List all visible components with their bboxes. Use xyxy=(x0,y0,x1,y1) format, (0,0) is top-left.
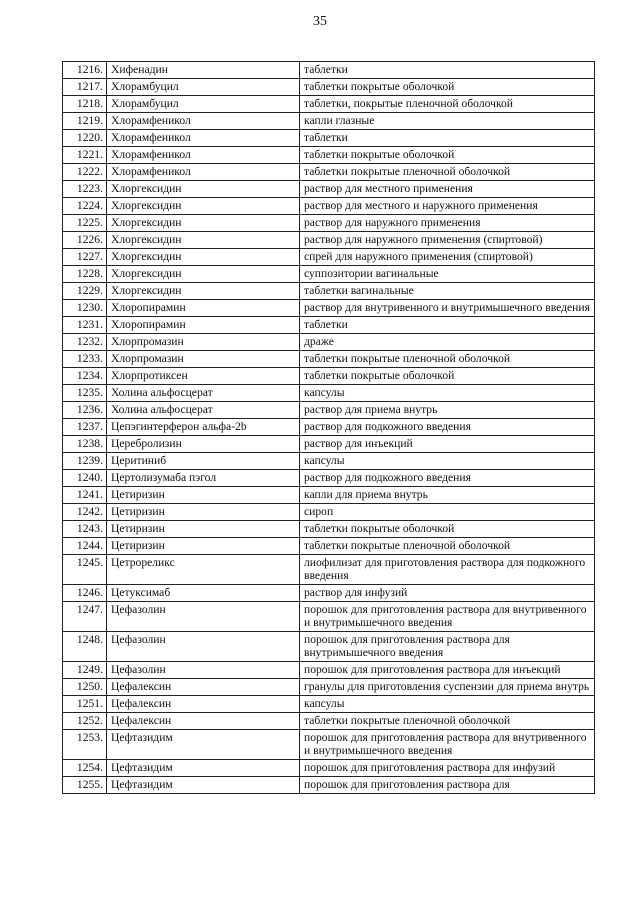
table-row xyxy=(63,585,595,602)
table-row xyxy=(63,181,595,198)
table-row xyxy=(63,215,595,232)
drug-name-cell: Цефтазидим xyxy=(107,730,300,760)
row-number-cell: 1216. xyxy=(63,62,107,79)
drug-name-cell: Цертолизумаба пэгол xyxy=(107,470,300,487)
table-row xyxy=(63,402,595,419)
table-row xyxy=(63,760,595,777)
table-row xyxy=(63,283,595,300)
table-row xyxy=(63,164,595,181)
dosage-form-cell: лиофилизат для приготовления раствора для подкожного введения xyxy=(300,555,595,585)
dosage-form-cell: таблетки покрытые пленочной оболочкой xyxy=(300,713,595,730)
row-number-cell: 1232. xyxy=(63,334,107,351)
table-row xyxy=(63,266,595,283)
drug-name-cell: Хлорпромазин xyxy=(107,351,300,368)
dosage-form-cell: раствор для инъекций xyxy=(300,436,595,453)
dosage-form-cell: сироп xyxy=(300,504,595,521)
row-number-cell: 1252. xyxy=(63,713,107,730)
row-number-cell: 1248. xyxy=(63,632,107,662)
dosage-form-cell: таблетки xyxy=(300,130,595,147)
drug-name-cell: Холина альфосцерат xyxy=(107,402,300,419)
row-number-cell: 1219. xyxy=(63,113,107,130)
row-number-cell: 1226. xyxy=(63,232,107,249)
drug-name-cell: Цетиризин xyxy=(107,538,300,555)
table-row xyxy=(63,385,595,402)
row-number-cell: 1249. xyxy=(63,662,107,679)
dosage-form-cell: капсулы xyxy=(300,696,595,713)
row-number-cell: 1253. xyxy=(63,730,107,760)
drug-name-cell: Хлоргексидин xyxy=(107,283,300,300)
drug-name-cell: Хлорамфеникол xyxy=(107,164,300,181)
row-number-cell: 1254. xyxy=(63,760,107,777)
drug-name-cell: Цефтазидим xyxy=(107,777,300,794)
dosage-form-cell: таблетки покрытые пленочной оболочкой xyxy=(300,351,595,368)
table-row xyxy=(63,317,595,334)
drug-name-cell: Хлоргексидин xyxy=(107,198,300,215)
table-row xyxy=(63,79,595,96)
row-number-cell: 1234. xyxy=(63,368,107,385)
row-number-cell: 1251. xyxy=(63,696,107,713)
dosage-form-cell: раствор для местного и наружного применения xyxy=(300,198,595,215)
drug-table-body xyxy=(63,62,595,794)
dosage-form-cell: суппозитории вагинальные xyxy=(300,266,595,283)
row-number-cell: 1246. xyxy=(63,585,107,602)
row-number-cell: 1237. xyxy=(63,419,107,436)
drug-name-cell: Цетиризин xyxy=(107,521,300,538)
dosage-form-cell: таблетки вагинальные xyxy=(300,283,595,300)
table-row xyxy=(63,96,595,113)
row-number-cell: 1247. xyxy=(63,602,107,632)
table-row xyxy=(63,249,595,266)
dosage-form-cell: раствор для наружного применения (спиртовой) xyxy=(300,232,595,249)
dosage-form-cell: гранулы для приготовления суспензии для приема внутрь xyxy=(300,679,595,696)
table-row xyxy=(63,130,595,147)
table-row xyxy=(63,777,595,794)
table-row xyxy=(63,521,595,538)
row-number-cell: 1224. xyxy=(63,198,107,215)
drug-name-cell: Цетиризин xyxy=(107,504,300,521)
row-number-cell: 1220. xyxy=(63,130,107,147)
row-number-cell: 1217. xyxy=(63,79,107,96)
row-number-cell: 1235. xyxy=(63,385,107,402)
table-row xyxy=(63,453,595,470)
table-row xyxy=(63,436,595,453)
table-row xyxy=(63,730,595,760)
dosage-form-cell: раствор для подкожного введения xyxy=(300,470,595,487)
drug-name-cell: Хлоропирамин xyxy=(107,300,300,317)
page-number: 35 xyxy=(313,14,327,29)
row-number-cell: 1230. xyxy=(63,300,107,317)
table-row xyxy=(63,662,595,679)
dosage-form-cell: таблетки покрытые пленочной оболочкой xyxy=(300,164,595,181)
row-number-cell: 1239. xyxy=(63,453,107,470)
drug-name-cell: Хлорамбуцил xyxy=(107,96,300,113)
drug-name-cell: Хлорамбуцил xyxy=(107,79,300,96)
dosage-form-cell: таблетки xyxy=(300,317,595,334)
table-row xyxy=(63,487,595,504)
table-row xyxy=(63,334,595,351)
dosage-form-cell: порошок для приготовления раствора для инфузий xyxy=(300,760,595,777)
drug-name-cell: Цефалексин xyxy=(107,696,300,713)
dosage-form-cell: капсулы xyxy=(300,385,595,402)
dosage-form-cell: таблетки покрытые оболочкой xyxy=(300,147,595,164)
table-row xyxy=(63,368,595,385)
table-row xyxy=(63,538,595,555)
drug-name-cell: Цефазолин xyxy=(107,662,300,679)
drug-name-cell: Хлоргексидин xyxy=(107,232,300,249)
dosage-form-cell: спрей для наружного применения (спиртовой) xyxy=(300,249,595,266)
row-number-cell: 1222. xyxy=(63,164,107,181)
dosage-form-cell: порошок для приготовления раствора для внутримышечного введения xyxy=(300,632,595,662)
row-number-cell: 1231. xyxy=(63,317,107,334)
dosage-form-cell: таблетки покрытые пленочной оболочкой xyxy=(300,538,595,555)
row-number-cell: 1242. xyxy=(63,504,107,521)
dosage-form-cell: порошок для приготовления раствора для внутривенного и внутримышечного введения xyxy=(300,602,595,632)
table-row xyxy=(63,470,595,487)
row-number-cell: 1240. xyxy=(63,470,107,487)
drug-name-cell: Цетрореликс xyxy=(107,555,300,585)
table-row xyxy=(63,62,595,79)
table-row xyxy=(63,504,595,521)
table-row xyxy=(63,632,595,662)
dosage-form-cell: капли для приема внутрь xyxy=(300,487,595,504)
dosage-form-cell: раствор для приема внутрь xyxy=(300,402,595,419)
drug-name-cell: Цефазолин xyxy=(107,632,300,662)
dosage-form-cell: таблетки xyxy=(300,62,595,79)
dosage-form-cell: раствор для подкожного введения xyxy=(300,419,595,436)
row-number-cell: 1233. xyxy=(63,351,107,368)
table-row xyxy=(63,679,595,696)
drug-name-cell: Церебролизин xyxy=(107,436,300,453)
table-row xyxy=(63,147,595,164)
drug-name-cell: Хлоргексидин xyxy=(107,266,300,283)
dosage-form-cell: раствор для наружного применения xyxy=(300,215,595,232)
row-number-cell: 1238. xyxy=(63,436,107,453)
drug-name-cell: Хлорамфеникол xyxy=(107,113,300,130)
row-number-cell: 1223. xyxy=(63,181,107,198)
drug-name-cell: Хифенадин xyxy=(107,62,300,79)
drug-name-cell: Холина альфосцерат xyxy=(107,385,300,402)
dosage-form-cell: драже xyxy=(300,334,595,351)
table-row xyxy=(63,198,595,215)
row-number-cell: 1255. xyxy=(63,777,107,794)
dosage-form-cell: порошок для приготовления раствора для внутривенного и внутримышечного введения xyxy=(300,730,595,760)
dosage-form-cell: таблетки, покрытые пленочной оболочкой xyxy=(300,96,595,113)
drug-name-cell: Хлоргексидин xyxy=(107,215,300,232)
drug-name-cell: Цепэгинтерферон альфа-2b xyxy=(107,419,300,436)
table-row xyxy=(63,232,595,249)
dosage-form-cell: таблетки покрытые оболочкой xyxy=(300,368,595,385)
table-row xyxy=(63,696,595,713)
drug-name-cell: Хлоропирамин xyxy=(107,317,300,334)
dosage-form-cell: порошок для приготовления раствора для xyxy=(300,777,595,794)
row-number-cell: 1236. xyxy=(63,402,107,419)
row-number-cell: 1221. xyxy=(63,147,107,164)
dosage-form-cell: таблетки покрытые оболочкой xyxy=(300,521,595,538)
table-row xyxy=(63,113,595,130)
table-row xyxy=(63,555,595,585)
row-number-cell: 1229. xyxy=(63,283,107,300)
dosage-form-cell: таблетки покрытые оболочкой xyxy=(300,79,595,96)
dosage-form-cell: раствор для инфузий xyxy=(300,585,595,602)
table-row xyxy=(63,300,595,317)
dosage-form-cell: раствор для внутривенного и внутримышечного введения xyxy=(300,300,595,317)
table-row xyxy=(63,713,595,730)
table-row xyxy=(63,351,595,368)
drug-name-cell: Хлоргексидин xyxy=(107,249,300,266)
row-number-cell: 1243. xyxy=(63,521,107,538)
drug-name-cell: Хлорамфеникол xyxy=(107,130,300,147)
drug-name-cell: Цетуксимаб xyxy=(107,585,300,602)
drug-name-cell: Цефазолин xyxy=(107,602,300,632)
table-row xyxy=(63,419,595,436)
dosage-form-cell: порошок для приготовления раствора для инъекций xyxy=(300,662,595,679)
drug-name-cell: Хлоргексидин xyxy=(107,181,300,198)
row-number-cell: 1225. xyxy=(63,215,107,232)
dosage-form-cell: капли глазные xyxy=(300,113,595,130)
row-number-cell: 1245. xyxy=(63,555,107,585)
row-number-cell: 1250. xyxy=(63,679,107,696)
row-number-cell: 1244. xyxy=(63,538,107,555)
drug-name-cell: Хлорамфеникол xyxy=(107,147,300,164)
drug-name-cell: Цефтазидим xyxy=(107,760,300,777)
row-number-cell: 1241. xyxy=(63,487,107,504)
drug-name-cell: Церитиниб xyxy=(107,453,300,470)
table-row xyxy=(63,602,595,632)
dosage-form-cell: капсулы xyxy=(300,453,595,470)
drug-name-cell: Цефалексин xyxy=(107,713,300,730)
drug-name-cell: Хлорпромазин xyxy=(107,334,300,351)
row-number-cell: 1218. xyxy=(63,96,107,113)
row-number-cell: 1228. xyxy=(63,266,107,283)
dosage-form-cell: раствор для местного применения xyxy=(300,181,595,198)
drug-name-cell: Цетиризин xyxy=(107,487,300,504)
drug-name-cell: Цефалексин xyxy=(107,679,300,696)
drug-table xyxy=(62,61,595,794)
row-number-cell: 1227. xyxy=(63,249,107,266)
drug-name-cell: Хлорпротиксен xyxy=(107,368,300,385)
